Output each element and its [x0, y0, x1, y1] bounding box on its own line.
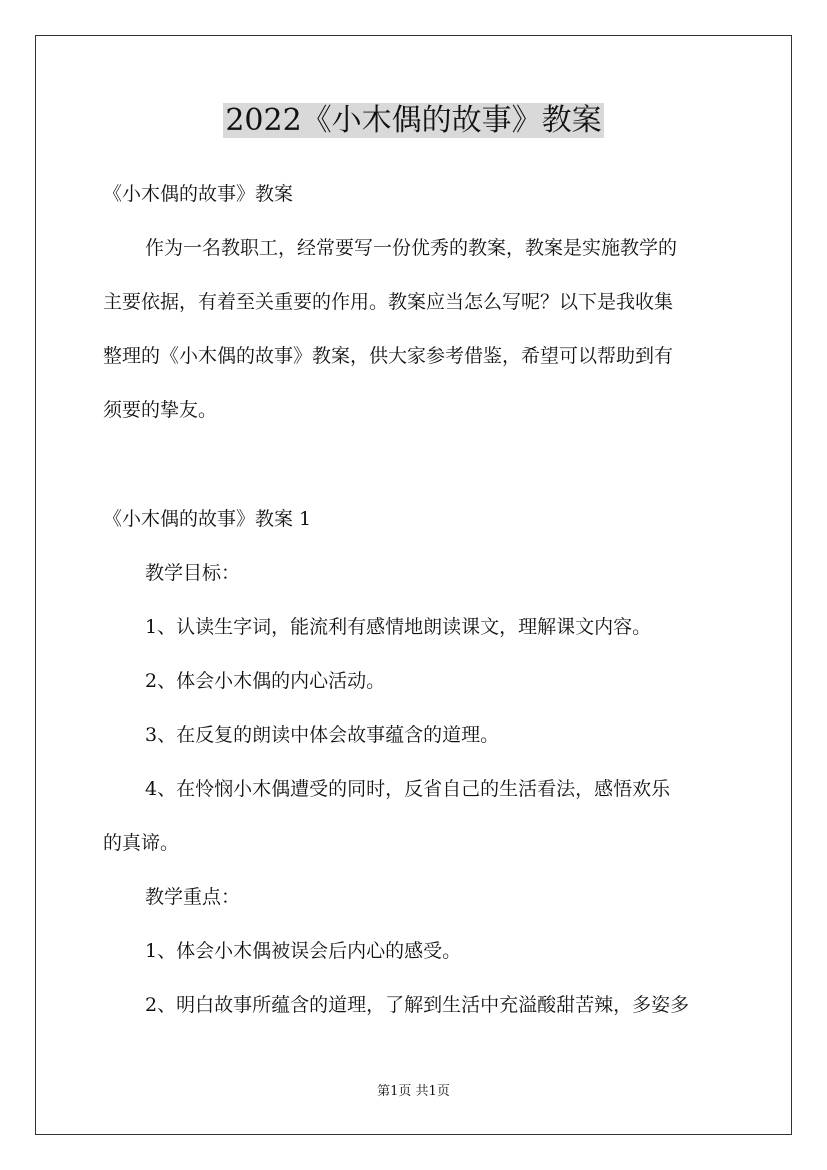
intro-line-1: 作为一名教职工，经常要写一份优秀的教案，教案是实施教学的	[145, 237, 678, 259]
goal-item-4: 4、在怜悯小木偶遭受的同时，反省自己的生活看法，感悟欢乐	[145, 778, 671, 800]
document-title: 2022《小木偶的故事》教案	[225, 103, 602, 138]
page-footer: 第1页 共1页	[377, 1084, 450, 1099]
goals-heading: 教学目标：	[145, 562, 241, 584]
intro-line-2: 主要依据，有着至关重要的作用。教案应当怎么写呢？以下是我收集	[103, 291, 674, 313]
section-heading: 《小木偶的故事》教案 1	[103, 508, 312, 530]
intro-line-4: 须要的挚友。	[103, 399, 218, 421]
focus-item-1: 1、体会小木偶被误会后内心的感受。	[145, 940, 462, 962]
goal-item-2: 2、体会小木偶的内心活动。	[145, 670, 386, 692]
intro-line-3: 整理的《小木偶的故事》教案，供大家参考借鉴，希望可以帮助到有	[103, 345, 674, 367]
subtitle-line: 《小木偶的故事》教案	[103, 183, 294, 205]
focus-heading: 教学重点：	[145, 886, 241, 908]
focus-item-2: 2、明白故事所蕴含的道理，了解到生活中充溢酸甜苦辣，多姿多	[145, 994, 690, 1016]
goal-item-4-cont: 的真谛。	[103, 832, 180, 854]
goal-item-3: 3、在反复的朗读中体会故事蕴含的道理。	[145, 724, 500, 746]
goal-item-1: 1、认读生字词，能流利有感情地朗读课文，理解课文内容。	[145, 616, 652, 638]
